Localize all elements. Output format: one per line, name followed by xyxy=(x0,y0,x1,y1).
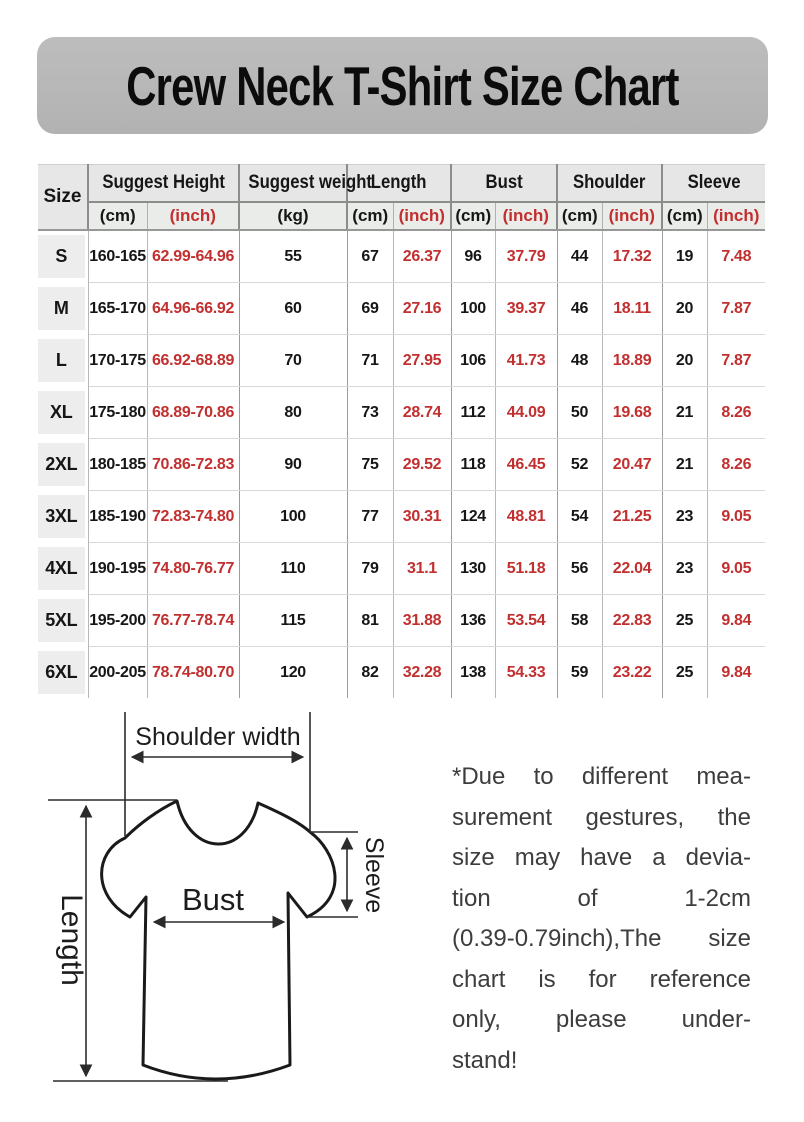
value-cell: 9.84 xyxy=(707,595,765,647)
note-line: only, please under- xyxy=(452,1006,751,1033)
value-cell: 32.28 xyxy=(393,647,451,699)
value-cell: 72.83-74.80 xyxy=(147,491,239,543)
column-group-label: Bust xyxy=(485,172,523,193)
value-cell: 31.1 xyxy=(393,543,451,595)
value-cell: 7.87 xyxy=(707,283,765,335)
value-cell: 20.47 xyxy=(602,439,662,491)
value-cell: 54 xyxy=(557,491,602,543)
table-row xyxy=(38,543,765,595)
value-cell: 55 xyxy=(239,230,347,283)
table-row xyxy=(38,491,765,543)
value-cell: 195-200 xyxy=(88,595,147,647)
column-group-header xyxy=(662,165,765,203)
value-cell: 20 xyxy=(662,335,707,387)
value-cell: 81 xyxy=(347,595,393,647)
value-cell: 58 xyxy=(557,595,602,647)
value-cell: 9.05 xyxy=(707,543,765,595)
column-header-size: Size xyxy=(38,165,88,231)
value-cell: 115 xyxy=(239,595,347,647)
sleeve-label: Sleeve xyxy=(360,836,388,914)
value-cell: 160-165 xyxy=(88,230,147,283)
tshirt-outline xyxy=(102,801,335,1079)
value-cell: 50 xyxy=(557,387,602,439)
value-cell: 112 xyxy=(451,387,495,439)
table-row xyxy=(38,595,765,647)
value-cell: 67 xyxy=(347,230,393,283)
shoulder-width-label: Shoulder width xyxy=(135,723,301,751)
tshirt-measurement-diagram xyxy=(0,700,440,1100)
value-cell: 21.25 xyxy=(602,491,662,543)
value-cell: 138 xyxy=(451,647,495,699)
value-cell: 53.54 xyxy=(495,595,557,647)
value-cell: 82 xyxy=(347,647,393,699)
column-sub-header: (inch) xyxy=(602,202,662,230)
value-cell: 28.74 xyxy=(393,387,451,439)
size-table xyxy=(38,164,765,698)
size-label: S xyxy=(38,235,85,278)
column-group-header xyxy=(451,165,557,203)
value-cell: 54.33 xyxy=(495,647,557,699)
note-line: surement gestures, the xyxy=(452,803,751,831)
value-cell: 96 xyxy=(451,230,495,283)
value-cell: 8.26 xyxy=(707,387,765,439)
value-cell: 7.87 xyxy=(707,335,765,387)
column-group-label: Sleeve xyxy=(687,172,741,193)
value-cell: 100 xyxy=(451,283,495,335)
size-cell xyxy=(38,335,88,387)
value-cell: 37.79 xyxy=(495,230,557,283)
value-cell: 48.81 xyxy=(495,491,557,543)
value-cell: 17.32 xyxy=(602,230,662,283)
column-sub-header: (cm) xyxy=(347,202,393,230)
value-cell: 136 xyxy=(451,595,495,647)
value-cell: 18.11 xyxy=(602,283,662,335)
value-cell: 30.31 xyxy=(393,491,451,543)
title-banner xyxy=(37,37,768,134)
column-group-label: Shoulder xyxy=(573,172,646,193)
value-cell: 130 xyxy=(451,543,495,595)
value-cell: 29.52 xyxy=(393,439,451,491)
value-cell: 185-190 xyxy=(88,491,147,543)
value-cell: 23 xyxy=(662,543,707,595)
column-group-header xyxy=(557,165,662,203)
value-cell: 19.68 xyxy=(602,387,662,439)
value-cell: 26.37 xyxy=(393,230,451,283)
value-cell: 19 xyxy=(662,230,707,283)
value-cell: 60 xyxy=(239,283,347,335)
column-group-label: Suggest Height xyxy=(102,172,225,193)
value-cell: 69 xyxy=(347,283,393,335)
length-label: Length xyxy=(55,894,88,986)
value-cell: 106 xyxy=(451,335,495,387)
size-cell xyxy=(38,543,88,595)
value-cell: 51.18 xyxy=(495,543,557,595)
size-cell xyxy=(38,283,88,335)
note-line: tion of 1-2cm xyxy=(452,884,751,912)
value-cell: 70.86-72.83 xyxy=(147,439,239,491)
table-row xyxy=(38,230,765,283)
table-row xyxy=(38,439,765,491)
size-cell xyxy=(38,595,88,647)
value-cell: 7.48 xyxy=(707,230,765,283)
value-cell: 46.45 xyxy=(495,439,557,491)
value-cell: 52 xyxy=(557,439,602,491)
note-line: stand! xyxy=(452,1046,518,1074)
value-cell: 79 xyxy=(347,543,393,595)
size-cell xyxy=(38,491,88,543)
value-cell: 39.37 xyxy=(495,283,557,335)
value-cell: 21 xyxy=(662,387,707,439)
value-cell: 66.92-68.89 xyxy=(147,335,239,387)
value-cell: 190-195 xyxy=(88,543,147,595)
value-cell: 22.83 xyxy=(602,595,662,647)
value-cell: 18.89 xyxy=(602,335,662,387)
value-cell: 68.89-70.86 xyxy=(147,387,239,439)
size-label: 3XL xyxy=(38,495,85,538)
deviation-note xyxy=(452,757,751,1081)
value-cell: 77 xyxy=(347,491,393,543)
value-cell: 90 xyxy=(239,439,347,491)
column-group-header xyxy=(88,165,239,203)
column-sub-header: (kg) xyxy=(239,202,347,230)
size-cell xyxy=(38,647,88,699)
value-cell: 73 xyxy=(347,387,393,439)
value-cell: 64.96-66.92 xyxy=(147,283,239,335)
value-cell: 9.84 xyxy=(707,647,765,699)
column-sub-header: (cm) xyxy=(662,202,707,230)
value-cell: 25 xyxy=(662,647,707,699)
value-cell: 23.22 xyxy=(602,647,662,699)
value-cell: 78.74-80.70 xyxy=(147,647,239,699)
size-cell xyxy=(38,230,88,283)
column-sub-header: (cm) xyxy=(88,202,147,230)
value-cell: 170-175 xyxy=(88,335,147,387)
value-cell: 22.04 xyxy=(602,543,662,595)
value-cell: 56 xyxy=(557,543,602,595)
value-cell: 124 xyxy=(451,491,495,543)
column-sub-header: (cm) xyxy=(451,202,495,230)
size-label: 5XL xyxy=(38,599,85,642)
value-cell: 27.16 xyxy=(393,283,451,335)
value-cell: 44 xyxy=(557,230,602,283)
table-row xyxy=(38,387,765,439)
bust-label: Bust xyxy=(181,882,245,917)
value-cell: 46 xyxy=(557,283,602,335)
column-group-label: Length xyxy=(371,172,427,193)
value-cell: 62.99-64.96 xyxy=(147,230,239,283)
value-cell: 70 xyxy=(239,335,347,387)
size-label: 2XL xyxy=(38,443,85,486)
value-cell: 75 xyxy=(347,439,393,491)
note-line: size may have a devia- xyxy=(452,844,751,871)
column-sub-header: (inch) xyxy=(147,202,239,230)
note-line: *Due to different mea- xyxy=(452,763,751,790)
value-cell: 27.95 xyxy=(393,335,451,387)
column-group-label: Suggest weight xyxy=(248,172,372,193)
note-line: chart is for reference xyxy=(452,965,751,993)
value-cell: 120 xyxy=(239,647,347,699)
size-label: 6XL xyxy=(38,651,85,694)
value-cell: 100 xyxy=(239,491,347,543)
value-cell: 8.26 xyxy=(707,439,765,491)
value-cell: 9.05 xyxy=(707,491,765,543)
value-cell: 41.73 xyxy=(495,335,557,387)
page-title: Crew Neck T-Shirt Size Chart xyxy=(126,54,679,117)
value-cell: 59 xyxy=(557,647,602,699)
value-cell: 31.88 xyxy=(393,595,451,647)
value-cell: 21 xyxy=(662,439,707,491)
value-cell: 76.77-78.74 xyxy=(147,595,239,647)
column-sub-header: (inch) xyxy=(707,202,765,230)
column-sub-header: (inch) xyxy=(393,202,451,230)
value-cell: 165-170 xyxy=(88,283,147,335)
size-label: L xyxy=(38,339,85,382)
note-line: (0.39-0.79inch),The size xyxy=(452,925,751,952)
table-row xyxy=(38,283,765,335)
table-row xyxy=(38,335,765,387)
column-group-header xyxy=(239,165,372,203)
value-cell: 23 xyxy=(662,491,707,543)
size-label: XL xyxy=(38,391,85,434)
value-cell: 44.09 xyxy=(495,387,557,439)
value-cell: 20 xyxy=(662,283,707,335)
value-cell: 110 xyxy=(239,543,347,595)
value-cell: 180-185 xyxy=(88,439,147,491)
value-cell: 200-205 xyxy=(88,647,147,699)
value-cell: 118 xyxy=(451,439,495,491)
value-cell: 80 xyxy=(239,387,347,439)
column-sub-header: (inch) xyxy=(495,202,557,230)
value-cell: 25 xyxy=(662,595,707,647)
size-cell xyxy=(38,387,88,439)
value-cell: 175-180 xyxy=(88,387,147,439)
size-label: 4XL xyxy=(38,547,85,590)
value-cell: 74.80-76.77 xyxy=(147,543,239,595)
size-table-body xyxy=(38,230,765,698)
value-cell: 71 xyxy=(347,335,393,387)
table-row xyxy=(38,647,765,699)
size-table-header xyxy=(38,165,765,231)
size-cell xyxy=(38,439,88,491)
column-sub-header: (cm) xyxy=(557,202,602,230)
value-cell: 48 xyxy=(557,335,602,387)
size-label: M xyxy=(38,287,85,330)
